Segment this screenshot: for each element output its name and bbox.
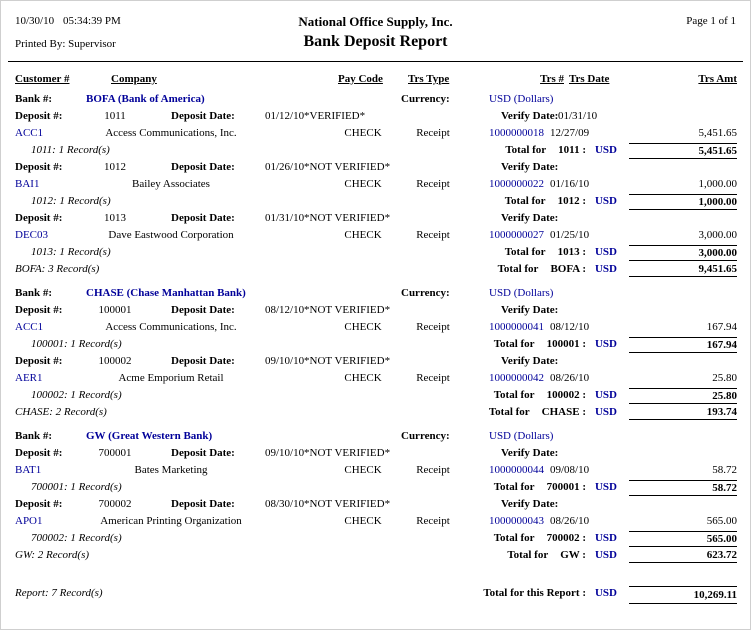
company-name: Access Communications, Inc. [105, 321, 237, 333]
trs-date: 01/16/10 [550, 178, 590, 190]
deposit-total-row [1, 480, 750, 497]
bank-name: GW (Great Western Bank) [86, 430, 213, 442]
column-header-row [1, 64, 750, 92]
bank-record-count: GW: 2 Record(s) [15, 549, 90, 561]
deposit-total-label [494, 481, 617, 493]
trs-type: Receipt [416, 515, 450, 527]
trs-date: 09/08/10 [550, 464, 590, 476]
deposit-number: 1012 [104, 161, 126, 173]
deposit-record-count: 700001: 1 Record(s) [31, 481, 122, 493]
deposit-header-row [1, 354, 750, 371]
currency-code: USD [594, 144, 617, 156]
deposit-total-amount: 5,451.65 [629, 143, 737, 159]
report-total-amount: 10,269.11 [629, 586, 737, 604]
trs-type: Receipt [416, 321, 450, 333]
col-trs-date: Trs Date [569, 73, 610, 85]
pay-code: CHECK [344, 321, 382, 333]
trs-type: Receipt [416, 229, 450, 241]
bank-total-amount: 193.74 [629, 405, 737, 420]
bank-total-row [1, 548, 750, 565]
trs-number: 1000000044 [489, 464, 544, 476]
verify-date-label: Verify Date: [501, 110, 559, 122]
deposit-number: 100001 [98, 304, 132, 316]
currency-code: USD [594, 481, 617, 493]
print-time: 05:34:39 PM [63, 15, 121, 27]
page-header [1, 1, 750, 64]
deposit-date-label: Deposit Date: [171, 498, 235, 510]
currency-value: USD (Dollars) [489, 93, 554, 105]
bank-total-row [1, 405, 750, 422]
col-trs-type: Trs Type [408, 73, 450, 85]
deposit-total-amount: 565.00 [629, 531, 737, 547]
verify-status: *NOT VERIFIED* [304, 498, 391, 510]
deposit-date-label: Deposit Date: [171, 161, 235, 173]
company-name: Acme Emporium Retail [118, 372, 224, 384]
print-date: 10/30/10 [15, 15, 55, 27]
col-trs-amount: Trs Amt [698, 73, 737, 85]
total-for-text: Total for [493, 389, 535, 401]
deposit-date-label: Deposit Date: [171, 212, 235, 224]
deposit-number-label: Deposit #: [15, 304, 63, 316]
verify-date-label: Verify Date: [501, 304, 559, 316]
deposit-date: 01/31/10 [265, 212, 305, 224]
trs-number: 1000000043 [489, 515, 544, 527]
trs-type: Receipt [416, 372, 450, 384]
transaction-row [1, 320, 750, 337]
deposit-total-row [1, 194, 750, 211]
deposit-number-label: Deposit #: [15, 161, 63, 173]
currency-code: USD [594, 406, 617, 418]
total-group-id: 700001 : [546, 481, 586, 493]
trs-date: 12/27/09 [550, 127, 590, 139]
currency-code: USD [594, 195, 617, 207]
bank-name: CHASE (Chase Manhattan Bank) [86, 287, 246, 299]
deposit-number-label: Deposit #: [15, 498, 63, 510]
deposit-date-label: Deposit Date: [171, 447, 235, 459]
deposit-total-row [1, 388, 750, 405]
total-for-text: Total for [493, 338, 535, 350]
deposit-total-row [1, 245, 750, 262]
transaction-row [1, 371, 750, 388]
deposit-record-count: 100002: 1 Record(s) [31, 389, 122, 401]
verify-status: *NOT VERIFIED* [304, 212, 391, 224]
deposit-number: 700001 [98, 447, 132, 459]
trs-amount: 5,451.65 [698, 127, 737, 139]
trs-amount: 25.80 [712, 372, 737, 384]
customer-code: APO1 [15, 515, 43, 527]
deposit-total-row [1, 337, 750, 354]
total-group-id: 1012 : [557, 195, 586, 207]
currency-code: USD [594, 338, 617, 350]
verify-status: *NOT VERIFIED* [304, 355, 391, 367]
report-gap [1, 565, 750, 586]
header-rule [8, 61, 743, 62]
bank-total-label [498, 263, 617, 275]
report-currency-code: USD [594, 587, 617, 599]
trs-type: Receipt [416, 464, 450, 476]
bank-number-label: Bank #: [15, 93, 52, 105]
total-for-text: Total for [488, 406, 530, 418]
deposit-header-row [1, 303, 750, 320]
total-for-text: Total for [504, 195, 546, 207]
total-group-id: 700002 : [546, 532, 586, 544]
deposit-record-count: 1013: 1 Record(s) [31, 246, 111, 258]
bank-number-label: Bank #: [15, 430, 52, 442]
currency-code: USD [594, 389, 617, 401]
total-group-id: 1011 : [558, 144, 586, 156]
deposit-record-count: 1012: 1 Record(s) [31, 195, 111, 207]
deposit-total-label [505, 195, 617, 207]
bank-header-row [1, 286, 750, 303]
customer-code: AER1 [15, 372, 43, 384]
verify-status: *NOT VERIFIED* [304, 161, 391, 173]
pay-code: CHECK [344, 178, 382, 190]
printed-by: Printed By: Supervisor [15, 38, 116, 50]
transaction-row [1, 126, 750, 143]
deposit-date: 08/12/10 [265, 304, 305, 316]
section-gap [1, 279, 750, 286]
bank-total-row [1, 262, 750, 279]
trs-date: 08/26/10 [550, 372, 590, 384]
verify-date-label: Verify Date: [501, 447, 559, 459]
currency-label: Currency: [401, 287, 450, 299]
trs-date: 01/25/10 [550, 229, 590, 241]
deposit-date: 09/10/10 [265, 355, 305, 367]
bank-name: BOFA (Bank of America) [86, 93, 205, 105]
col-customer: Customer # [15, 73, 70, 85]
deposit-date-label: Deposit Date: [171, 355, 235, 367]
deposit-number-label: Deposit #: [15, 212, 63, 224]
bank-number-label: Bank #: [15, 287, 52, 299]
currency-label: Currency: [401, 430, 450, 442]
currency-value: USD (Dollars) [489, 287, 554, 299]
total-for-text: Total for [493, 532, 535, 544]
col-pay-code: Pay Code [338, 73, 383, 85]
company-name: Dave Eastwood Corporation [108, 229, 234, 241]
currency-code: USD [594, 532, 617, 544]
currency-code: USD [594, 549, 617, 561]
trs-number: 1000000018 [489, 127, 544, 139]
page-number: Page 1 of 1 [686, 15, 736, 27]
trs-amount: 1,000.00 [698, 178, 737, 190]
deposit-total-amount: 1,000.00 [629, 194, 737, 210]
verify-date-label: Verify Date: [501, 212, 559, 224]
deposit-header-row [1, 497, 750, 514]
customer-code: ACC1 [15, 127, 44, 139]
pay-code: CHECK [344, 127, 382, 139]
total-for-text: Total for [504, 246, 546, 258]
transaction-row [1, 228, 750, 245]
deposit-number-label: Deposit #: [15, 355, 63, 367]
deposit-record-count: 100001: 1 Record(s) [31, 338, 122, 350]
trs-amount: 3,000.00 [698, 229, 737, 241]
pay-code: CHECK [344, 372, 382, 384]
deposit-total-amount: 25.80 [629, 388, 737, 404]
verify-status: *VERIFIED* [304, 110, 366, 122]
company-name: American Printing Organization [100, 515, 242, 527]
total-group-id: GW : [560, 549, 586, 561]
verify-date: 01/31/10 [558, 110, 598, 122]
deposit-total-label [494, 338, 617, 350]
deposit-total-row [1, 531, 750, 548]
pay-code: CHECK [344, 464, 382, 476]
verify-date-label: Verify Date: [501, 161, 559, 173]
transaction-row [1, 177, 750, 194]
report-total-text: Total for this Report : [483, 587, 586, 599]
trs-type: Receipt [416, 178, 450, 190]
company-name: Bates Marketing [134, 464, 208, 476]
trs-number: 1000000042 [489, 372, 544, 384]
deposit-date: 01/12/10 [265, 110, 305, 122]
deposit-number: 100002 [98, 355, 132, 367]
customer-code: BAT1 [15, 464, 42, 476]
deposit-total-label [494, 389, 617, 401]
bank-record-count: BOFA: 3 Record(s) [15, 263, 100, 275]
customer-code: DEC03 [15, 229, 48, 241]
trs-date: 08/12/10 [550, 321, 590, 333]
trs-number: 1000000022 [489, 178, 544, 190]
total-for-text: Total for [507, 549, 549, 561]
total-group-id: 100001 : [546, 338, 586, 350]
verify-date-label: Verify Date: [501, 355, 559, 367]
section-gap [1, 422, 750, 429]
report-total-label [483, 587, 617, 599]
customer-code: BAI1 [15, 178, 40, 190]
currency-code: USD [594, 246, 617, 258]
total-group-id: 100002 : [546, 389, 586, 401]
verify-status: *NOT VERIFIED* [304, 304, 391, 316]
transaction-row [1, 463, 750, 480]
trs-amount: 565.00 [706, 515, 737, 527]
deposit-date: 01/26/10 [265, 161, 305, 173]
bank-total-amount: 9,451.65 [629, 262, 737, 277]
deposit-total-amount: 58.72 [629, 480, 737, 496]
deposit-record-count: 700002: 1 Record(s) [31, 532, 122, 544]
total-for-text: Total for [497, 263, 539, 275]
deposit-date: 09/10/10 [265, 447, 305, 459]
report-title: Bank Deposit Report [303, 33, 448, 50]
deposit-header-row [1, 446, 750, 463]
trs-amount: 167.94 [706, 321, 737, 333]
deposit-header-row [1, 160, 750, 177]
deposit-total-amount: 167.94 [629, 337, 737, 353]
company-title: National Office Supply, Inc. [298, 14, 453, 29]
trs-amount: 58.72 [712, 464, 737, 476]
report-total-row [1, 586, 750, 603]
deposit-total-label [505, 144, 617, 156]
currency-label: Currency: [401, 93, 450, 105]
deposit-number-label: Deposit #: [15, 447, 63, 459]
total-group-id: BOFA : [550, 263, 586, 275]
deposit-date-label: Deposit Date: [171, 304, 235, 316]
deposit-date-label: Deposit Date: [171, 110, 235, 122]
total-group-id: CHASE : [541, 406, 586, 418]
deposit-total-amount: 3,000.00 [629, 245, 737, 261]
col-trs-number: Trs # [540, 73, 564, 85]
transaction-row [1, 514, 750, 531]
deposit-header-row [1, 211, 750, 228]
deposit-number: 1011 [104, 110, 126, 122]
trs-number: 1000000027 [489, 229, 544, 241]
trs-number: 1000000041 [489, 321, 544, 333]
bank-total-amount: 623.72 [629, 548, 737, 563]
trs-type: Receipt [416, 127, 450, 139]
customer-code: ACC1 [15, 321, 44, 333]
total-for-text: Total for [493, 481, 535, 493]
report-record-count: Report: 7 Record(s) [15, 587, 103, 599]
deposit-total-row [1, 143, 750, 160]
verify-status: *NOT VERIFIED* [304, 447, 391, 459]
deposit-number-label: Deposit #: [15, 110, 63, 122]
bank-record-count: CHASE: 2 Record(s) [15, 406, 107, 418]
deposit-number: 700002 [98, 498, 132, 510]
verify-date-label: Verify Date: [501, 498, 559, 510]
bank-header-row [1, 429, 750, 446]
deposit-header-row [1, 109, 750, 126]
total-for-text: Total for [505, 144, 547, 156]
bank-total-label [489, 406, 617, 418]
deposit-date: 08/30/10 [265, 498, 305, 510]
deposit-total-label [505, 246, 617, 258]
deposit-total-label [494, 532, 617, 544]
bank-header-row [1, 92, 750, 109]
pay-code: CHECK [344, 229, 382, 241]
total-group-id: 1013 : [557, 246, 586, 258]
company-name: Access Communications, Inc. [105, 127, 237, 139]
deposit-record-count: 1011: 1 Record(s) [31, 144, 110, 156]
deposit-number: 1013 [104, 212, 126, 224]
trs-date: 08/26/10 [550, 515, 590, 527]
col-company: Company [111, 73, 157, 85]
bank-total-label [507, 549, 617, 561]
currency-value: USD (Dollars) [489, 430, 554, 442]
pay-code: CHECK [344, 515, 382, 527]
company-name: Bailey Associates [132, 178, 210, 190]
currency-code: USD [594, 263, 617, 275]
